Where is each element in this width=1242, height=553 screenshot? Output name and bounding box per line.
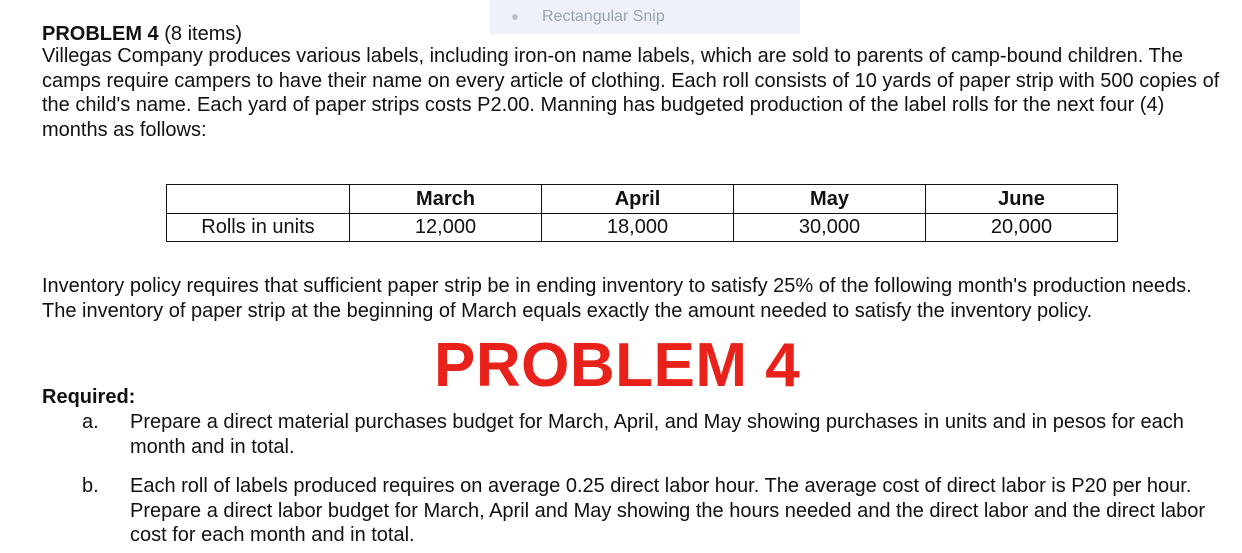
table-header-cell: June — [926, 185, 1118, 214]
production-table — [166, 184, 1118, 242]
table-header-row — [167, 185, 1118, 214]
table-header-cell: April — [542, 185, 734, 214]
table-cell: 20,000 — [926, 214, 1118, 242]
list-item-marker: a. — [82, 411, 99, 433]
table-row — [167, 214, 1118, 242]
table-header-cell: May — [734, 185, 926, 214]
list-item-text: Each roll of labels produced requires on average 0.25 direct labor hour. The average cost of direct labor is P20 per hour. Prepare a direct labor budget for March, April and May showing the hours needed and the direct labor and the direct labor cost for each month and in total. — [130, 475, 1206, 546]
list-item-marker: b. — [82, 475, 99, 497]
table-cell: 18,000 — [542, 214, 734, 242]
inventory-policy-paragraph: Inventory policy requires that sufficient paper strip be in ending inventory to satisfy 25% of the following month's production needs. The inventory of paper strip at the beginning of March equals exactly the amount needed to satisfy the inventory policy. — [42, 275, 1192, 322]
problem-items-note: (8 items) — [164, 23, 243, 45]
list-item-text: Prepare a direct material purchases budget for March, April, and May showing purchases in units and in pesos for each month and in total. — [130, 411, 1184, 458]
problem-intro-paragraph: Villegas Company produces various labels, including iron-on name labels, which are sold to parents of camp-bound children. The camps require campers to have their name on every article of clothing. Each roll consists of 10 yards of paper strip with 500 copies of the child's name. Each yard of paper strips costs P2.00. Manning has budgeted production of the label rolls for the next four (4) months as follows: — [42, 45, 1220, 141]
required-label: Required: — [42, 386, 136, 408]
problem-title: PROBLEM 4 — [42, 23, 159, 45]
table-header-cell — [167, 185, 350, 214]
snip-mode-icon — [512, 14, 518, 20]
list-item — [84, 474, 1220, 548]
problem-stamp-overlay: PROBLEM 4 — [434, 331, 801, 400]
snip-mode-label: Rectangular Snip — [542, 8, 665, 25]
problem-heading — [42, 22, 242, 46]
rectangular-snip-toolbar[interactable] — [490, 0, 800, 34]
table-row-label: Rolls in units — [167, 214, 350, 242]
table-header-cell: March — [350, 185, 542, 214]
list-item — [84, 410, 1220, 459]
table-cell: 12,000 — [350, 214, 542, 242]
table-cell: 30,000 — [734, 214, 926, 242]
